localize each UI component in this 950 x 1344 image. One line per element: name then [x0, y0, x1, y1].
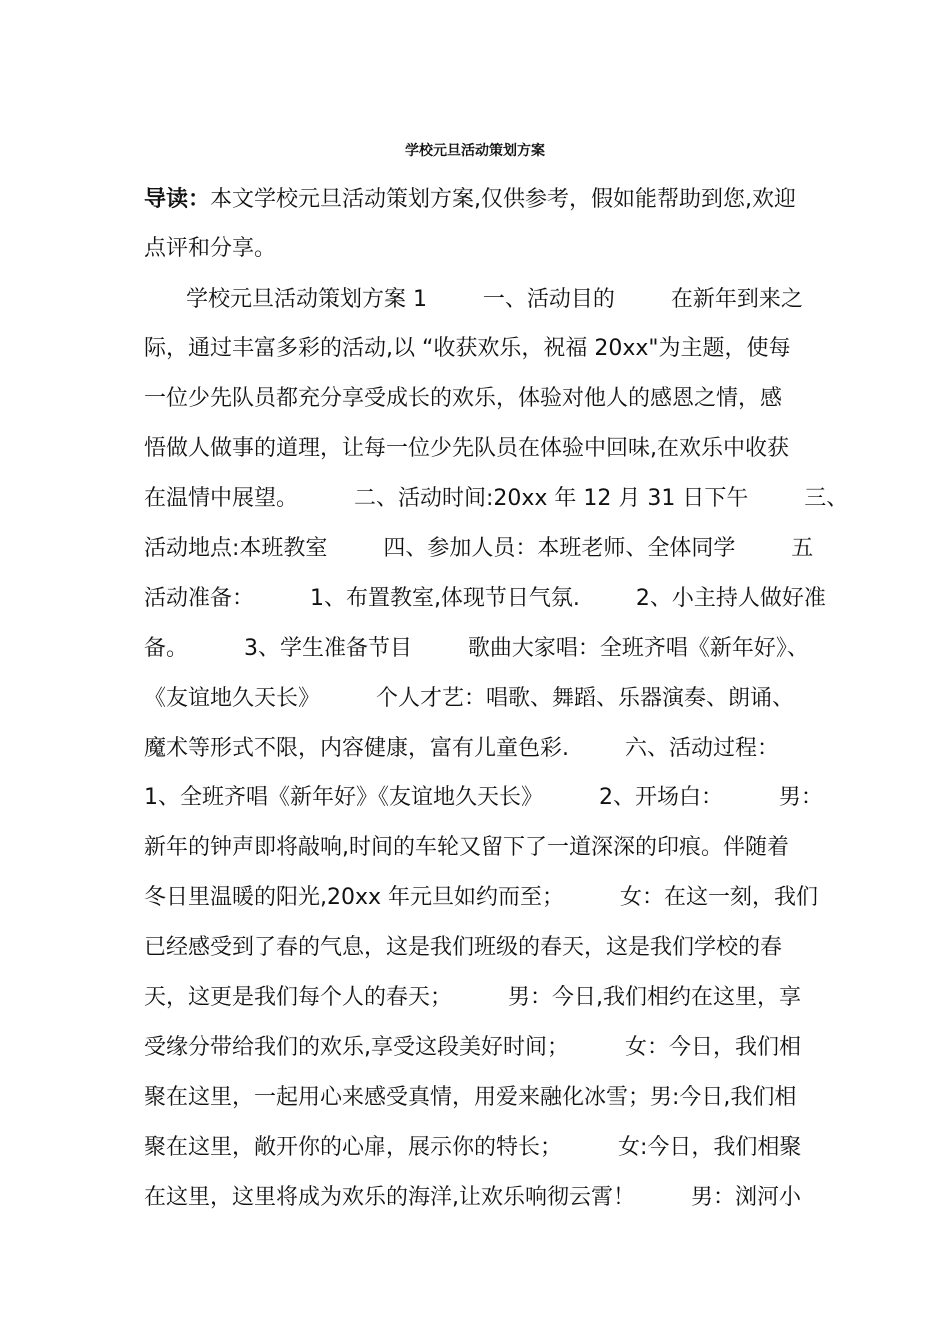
body-line: 魔术等形式不限，内容健康，富有儿童色彩. 六、活动过程：: [144, 736, 779, 761]
intro-line-2: 点评和分享。: [144, 236, 277, 261]
body-line: 已经感受到了春的气息，这是我们班级的春天，这是我们学校的春: [144, 935, 783, 960]
body-line: 《友谊地久天长》 个人才艺：唱歌、舞蹈、乐器演奏、朗诵、: [144, 686, 794, 711]
body-line: 受缘分带给我们的欢乐,享受这段美好时间； 女：今日，我们相: [144, 1035, 801, 1060]
body-line: 活动地点:本班教室 四、参加人员：本班老师、全体同学 五: [144, 536, 814, 561]
body-line: 在温情中展望。 二、活动时间:20xx 年 12 月 31 日下午 三、: [144, 486, 849, 511]
body-line: 聚在这里，一起用心来感受真情，用爱来融化冰雪；男:今日,我们相: [144, 1085, 797, 1110]
body-line: 1、全班齐唱《新年好》《友谊地久天长》 2、开场白： 男：: [144, 785, 823, 810]
body-line: 冬日里温暖的阳光,20xx 年元旦如约而至； 女：在这一刻，我们: [144, 885, 818, 910]
intro-text: 本文学校元旦活动策划方案,仅供参考，假如能帮助到您,欢迎: [210, 187, 797, 212]
intro-label: 导读：: [144, 187, 211, 212]
body-line: 一位少先队员都充分享受成长的欢乐，体验对他人的感恩之情，感: [144, 386, 783, 411]
body-line: 际，通过丰富多彩的活动,以 “收获欢乐，祝福 20xx"为主题，使每: [144, 336, 791, 361]
body-line: 新年的钟声即将敲响,时间的车轮又留下了一道深深的印痕。伴随着: [144, 835, 789, 860]
body-line: 聚在这里，敞开你的心扉，展示你的特长； 女:今日，我们相聚: [144, 1135, 802, 1160]
intro-line-1: [144, 185, 796, 215]
body-line: 备。 3、学生准备节目 歌曲大家唱：全班齐唱《新年好》、: [144, 636, 809, 661]
body-line: 天，这更是我们每个人的春天； 男：今日,我们相约在这里，享: [144, 985, 801, 1010]
body-line: 学校元旦活动策划方案 1 一、活动目的 在新年到来之: [144, 287, 803, 312]
body-line: 在这里，这里将成为欢乐的海洋,让欢乐响彻云霄！ 男：浏河小: [144, 1185, 801, 1210]
body-line: 悟做人做事的道理，让每一位少先队员在体验中回味,在欢乐中收获: [144, 436, 789, 461]
body-line: 活动准备： 1、布置教室,体现节日气氛. 2、小主持人做好准: [144, 586, 826, 611]
document-title: 学校元旦活动策划方案: [405, 143, 545, 159]
